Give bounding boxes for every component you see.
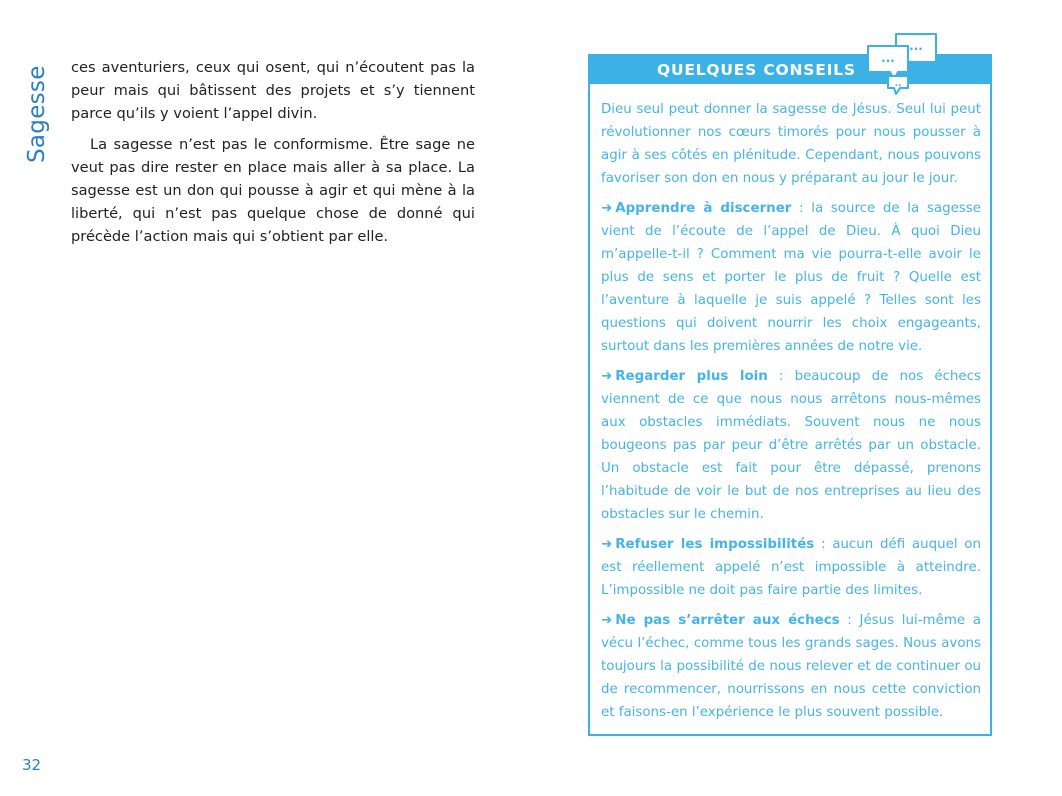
advice-box-body bbox=[601, 98, 981, 724]
tip-item bbox=[601, 533, 981, 602]
tip-item bbox=[601, 197, 981, 358]
tip-title: Regarder plus loin bbox=[615, 369, 768, 384]
tip-text: : la source de la sagesse vient de l’écoute de l’appel de Dieu. À quoi Dieu m’appelle-t-il ? Comment ma vie pourra-t-elle avoir le plus de sens et porter le plus de fruit ? Quelle est l’aventure à laquelle je suis appelé ? Telles sont les questions qui doivent nourrir les choix engageants, surtout dans les premières années de notre vie. bbox=[601, 201, 981, 354]
page-number: 32 bbox=[22, 756, 42, 774]
tip-title: Refuser les impossibilités bbox=[615, 537, 815, 552]
paragraph: La sagesse n’est pas le conformisme. Être sage ne veut pas dire rester en place mais aller à sa place. La sagesse est un don qui pousse à agir et qui mène à la liberté, qui n’est pas quelque chose de donné qui précède l’action mais qui s’obtient par elle. bbox=[71, 136, 475, 245]
tip-text: : aucun défi auquel on est réellement appelé n’est impossible à atteindre. L’impossible ne doit pas faire partie des limites. bbox=[601, 537, 981, 598]
svg-text:...: ... bbox=[909, 39, 923, 53]
advice-intro: Dieu seul peut donner la sagesse de Jésus. Seul lui peut révolutionner nos cœurs timorés pour nous pousser à agir à ses côtés en plénitude. Cependant, nous pouvons favoriser son don en nous y préparant au jour le jour. bbox=[601, 102, 981, 186]
arrow-right-icon: ➜ bbox=[601, 369, 613, 384]
tip-item bbox=[601, 365, 981, 526]
advice-box-title: QUELQUES CONSEILS bbox=[590, 56, 990, 84]
tip-title: Apprendre à discerner bbox=[615, 201, 792, 216]
paragraph: ces aventuriers, ceux qui osent, qui n’écoutent pas la peur mais qui bâtissent des projets et s’y tiennent parce qu’ils y voient l’appel divin. bbox=[71, 59, 475, 122]
arrow-right-icon: ➜ bbox=[601, 613, 613, 628]
svg-text:...: ... bbox=[881, 51, 895, 65]
chapter-title: Sagesse bbox=[24, 65, 50, 163]
tip-text: : beaucoup de nos échecs viennent de ce que nous nous arrêtons nous-mêmes aux obstacles immédiats. Souvent nous ne nous bougeons pas par peur d’être arrêtés par un obstacle. Un obstacle est fait pour être dépassé, prenons l’habitude de voir le but de nos entreprises au lieu des obstacles sur le chemin. bbox=[601, 369, 981, 522]
svg-text:..: .. bbox=[894, 79, 902, 89]
arrow-right-icon: ➜ bbox=[601, 201, 613, 216]
arrow-right-icon: ➜ bbox=[601, 537, 613, 552]
tip-title: Ne pas s’arrêter aux échecs bbox=[615, 613, 840, 628]
tip-text: : Jésus lui-même a vécu l’échec, comme tous les grands sages. Nous avons toujours la possibilité de nous relever et de continuer ou de recommencer, nourrissons en nous cette conviction et faisons-en l’expérience le plus souvent possible. bbox=[601, 613, 981, 720]
main-text bbox=[71, 56, 475, 248]
tip-item bbox=[601, 609, 981, 724]
speech-bubbles-icon bbox=[860, 32, 944, 102]
